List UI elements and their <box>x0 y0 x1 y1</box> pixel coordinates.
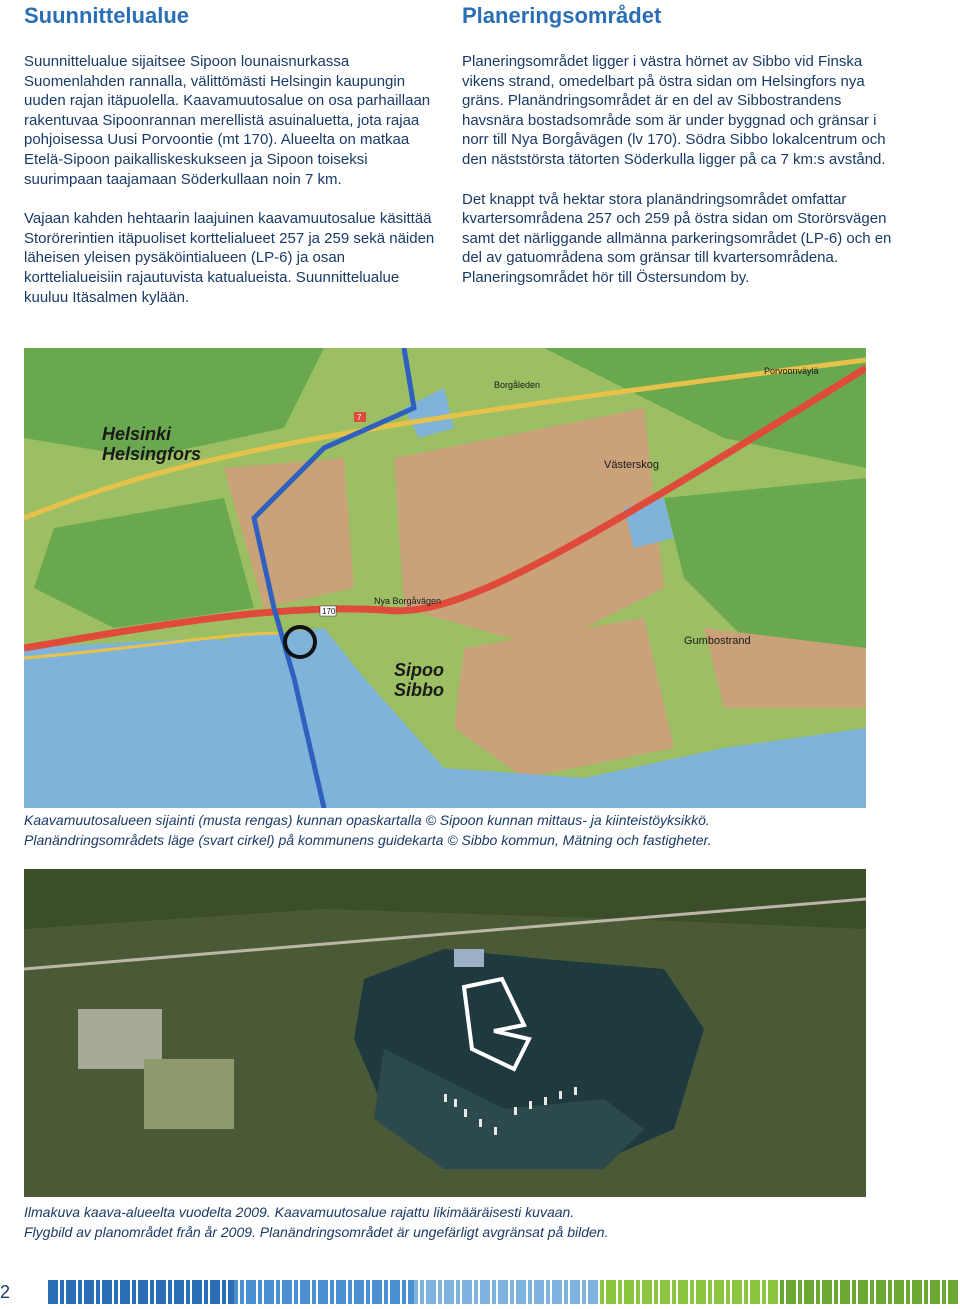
footer-bar-stripe <box>702 1280 706 1304</box>
footer-bar-stripe <box>396 1280 400 1304</box>
footer-bar-stripe <box>276 1280 280 1304</box>
location-map-graphic <box>24 348 866 808</box>
finnish-paragraph-1: Suunnittelualue sijaitsee Sipoon lounaisnurkassa Suomenlahden rannalla, välittömästi Helsingin kaupungin uuden rajan itäpuolella. Kaavamuutosalue on osa parhaillaan rakentuvaa Sipoonrannan merellistä asuinaluetta, jota rajaa pohjoisessa Uusi Porvoontie (mt 170). Alueelta on matkaa Etelä-Sipoon paikalliskeskukseen ja Sipoon toiseksi suurimpaan taajamaan Söderkullaan noin 7 km. <box>24 53 431 188</box>
footer-bar-stripe <box>570 1280 576 1304</box>
footer-bar-stripe <box>738 1280 742 1304</box>
footer-bar-stripe <box>174 1280 180 1304</box>
footer-bar-stripe <box>522 1280 526 1304</box>
footer-bar-stripe <box>582 1280 586 1304</box>
finnish-paragraph-2: Vajaan kahden hehtaarin laajuinen kaavamuutosalue käsittää Storörerintien itäpuoliset korttelialueet 257 ja 259 sekä näiden läheisen yleisen pysäköintialueen (LP-6) ja osan korttelialueisiin rajautuvista katualueista. Suunnittelualue kuuluu Itäsalmen kylään. <box>24 210 435 306</box>
footer-bar-stripe <box>504 1280 508 1304</box>
finnish-column <box>24 0 444 307</box>
footer-bar-stripe <box>666 1280 670 1304</box>
footer-bar-stripe <box>624 1280 630 1304</box>
footer-bar-stripe <box>780 1280 784 1304</box>
footer-bar-stripe <box>96 1280 100 1304</box>
footer-bar-stripe <box>252 1280 256 1304</box>
footer-bar-stripe <box>690 1280 694 1304</box>
footer-bar-stripe <box>234 1280 238 1304</box>
footer-bar-stripe <box>186 1280 190 1304</box>
footer-bar-stripe <box>756 1280 760 1304</box>
footer-bar-stripe <box>936 1280 940 1304</box>
swedish-title: Planeringsområdet <box>462 3 662 28</box>
map-caption-line-2: Planändringsområdets läge (svart cirkel) på kommunens guidekarta © Sibbo kommun, Mätning och fastigheter. <box>24 831 712 848</box>
swedish-paragraph-2: Det knappt två hektar stora planändringsområdet omfattar kvartersområdena 257 och 259 på östra sidan om Storörsvägen samt det närliggande allmänna parkeringsområdet (LP-6) och en del av gatuområdena som gränsar till kvartersområdena. Planeringsområdet hör till Östersundom by. <box>462 190 892 286</box>
footer-bar-stripe <box>852 1280 856 1304</box>
footer-bar-stripe <box>714 1280 720 1304</box>
footer-bar-stripe <box>576 1280 580 1304</box>
footer-bar-stripe <box>768 1280 774 1304</box>
footer-bar-stripe <box>918 1280 922 1304</box>
footer-bar-stripe <box>444 1280 450 1304</box>
page-number: 2 <box>0 1282 11 1302</box>
footer-bar-stripe <box>912 1280 918 1304</box>
footer-bar-stripe <box>708 1280 712 1304</box>
footer-bar-stripe <box>636 1280 640 1304</box>
footer-bar-stripe <box>804 1280 810 1304</box>
footer-bar-stripe <box>324 1280 328 1304</box>
map-road-number: 170 <box>322 607 336 616</box>
footer-bar-stripe <box>270 1280 274 1304</box>
footer-bar-stripe <box>822 1280 828 1304</box>
footer-bar-stripe <box>450 1280 454 1304</box>
footer-bar-stripe <box>810 1280 814 1304</box>
footer-bar-stripe <box>366 1280 370 1304</box>
footer-bar-stripe <box>606 1280 612 1304</box>
footer-bar-stripe <box>48 1280 54 1304</box>
footer-bar-stripe <box>336 1280 342 1304</box>
footer-bar-stripe <box>168 1280 172 1304</box>
footer-bar-stripe <box>462 1280 468 1304</box>
photo-caption <box>24 1203 608 1242</box>
footer-bar-stripe <box>78 1280 82 1304</box>
footer-bar-stripe <box>618 1280 622 1304</box>
footer-bar-stripe <box>642 1280 648 1304</box>
footer-bar-stripe <box>882 1280 886 1304</box>
footer-bar-stripe <box>132 1280 136 1304</box>
footer-bar-stripe <box>510 1280 514 1304</box>
footer-bar-stripe <box>474 1280 478 1304</box>
footer-bar-stripe <box>306 1280 310 1304</box>
footer-bar-stripe <box>402 1280 406 1304</box>
footer-bar-stripe <box>342 1280 346 1304</box>
footer-bar-stripe <box>558 1280 562 1304</box>
footer-bar-stripe <box>846 1280 850 1304</box>
footer-bar-stripe <box>876 1280 882 1304</box>
footer-bar-stripe <box>438 1280 442 1304</box>
map-caption-line-1: Kaavamuutosalueen sijainti (musta rengas) kunnan opaskartalla © Sipoon kunnan mittaus- ja kiinteistöyksikkö. <box>24 812 710 828</box>
map-label-sibbo: Sibbo <box>394 680 444 700</box>
aerial-photo <box>24 869 866 1197</box>
footer-bar-stripe <box>564 1280 568 1304</box>
footer-bar-stripe <box>906 1280 910 1304</box>
footer-bar-stripe <box>678 1280 684 1304</box>
footer-bar-stripe <box>540 1280 544 1304</box>
footer-bar-stripe <box>792 1280 796 1304</box>
footer-bar-stripe <box>354 1280 360 1304</box>
map-road-label-nya-borgavagen: Nya Borgåvägen <box>374 596 442 606</box>
swedish-column <box>462 0 902 288</box>
photo-caption-line-1: Ilmakuva kaava-alueelta vuodelta 2009. Kaavamuutosalue rajattu likimääräisesti kuvaan. <box>24 1204 575 1220</box>
footer-bar-stripe <box>372 1280 378 1304</box>
map-road-7-label: 7 <box>357 413 362 422</box>
footer-bar-stripe <box>240 1280 244 1304</box>
footer-bar-stripe <box>330 1280 334 1304</box>
footer-bar-stripe <box>120 1280 126 1304</box>
footer-bar-stripe <box>654 1280 658 1304</box>
photo-building <box>454 949 484 967</box>
footer-bar-stripe <box>162 1280 166 1304</box>
footer-bar-stripe <box>312 1280 316 1304</box>
footer-bar-stripe <box>588 1280 594 1304</box>
footer-bar-stripe <box>60 1280 64 1304</box>
footer-bar-stripe <box>828 1280 832 1304</box>
footer-bar-stripe <box>954 1280 958 1304</box>
swedish-paragraph-1: Planeringsområdet ligger i västra hörnet av Sibbo vid Finska vikens strand, omedelbart på östra sidan om Helsingfors nya gräns. Planändringsområdet är en del av Sibbostrandens havsnära bostadsområde som är under byggnad och gränsar i norr till Nya Borgåvägen (lv 170). Södra Sibbo lokalcentrum och den näststörsta tätorten Söderkulla ligger på ca 7 km:s avstånd. <box>462 53 886 168</box>
photo-field <box>144 1059 234 1129</box>
footer-bar-stripe <box>348 1280 352 1304</box>
footer-bar-stripe <box>948 1280 954 1304</box>
footer-bar-stripe <box>84 1280 90 1304</box>
footer-bar-stripe <box>930 1280 936 1304</box>
footer-bar-stripe <box>72 1280 76 1304</box>
footer-bar-stripe <box>726 1280 730 1304</box>
aerial-photo-graphic <box>24 869 866 1197</box>
footer-bar-stripe <box>468 1280 472 1304</box>
footer-bar-stripe <box>492 1280 496 1304</box>
map-label-helsinki: Helsinki <box>102 424 172 444</box>
footer-bar-stripe <box>138 1280 144 1304</box>
footer-bar-stripe <box>486 1280 490 1304</box>
footer-bar-stripe <box>894 1280 900 1304</box>
footer-bar-stripe <box>798 1280 802 1304</box>
footer-bar-stripe <box>888 1280 892 1304</box>
footer-bar-stripe <box>432 1280 436 1304</box>
footer-bar-stripe <box>126 1280 130 1304</box>
footer-bar-stripe <box>612 1280 616 1304</box>
footer-bar-stripe <box>390 1280 396 1304</box>
footer-bar-stripe <box>630 1280 634 1304</box>
footer-bar-stripe <box>66 1280 72 1304</box>
finnish-title: Suunnittelualue <box>24 3 189 28</box>
footer-bar-stripe <box>552 1280 558 1304</box>
footer-bar-stripe <box>108 1280 112 1304</box>
footer-bar-stripe <box>660 1280 666 1304</box>
footer-bar-stripe <box>864 1280 868 1304</box>
footer-bar-stripe <box>318 1280 324 1304</box>
footer-bar-stripe <box>258 1280 262 1304</box>
footer-bar-stripe <box>720 1280 724 1304</box>
footer-bar-stripe <box>498 1280 504 1304</box>
footer-bar-stripe <box>516 1280 522 1304</box>
map-road-label-porvoonvayla: Porvoonväylä <box>764 366 819 376</box>
footer-bar-stripe <box>114 1280 118 1304</box>
footer-bar-stripe <box>360 1280 364 1304</box>
footer-bar-stripe <box>858 1280 864 1304</box>
footer-bar-stripe <box>198 1280 202 1304</box>
footer-bar-stripe <box>204 1280 208 1304</box>
footer-bar-stripe <box>786 1280 792 1304</box>
footer-bar-stripe <box>414 1280 418 1304</box>
footer-bar-stripe <box>420 1280 424 1304</box>
footer-bar-stripe <box>288 1280 292 1304</box>
footer-bar-stripe <box>54 1280 58 1304</box>
footer-bar-stripe <box>90 1280 94 1304</box>
footer-bar-stripe <box>294 1280 298 1304</box>
map-label-sipoo: Sipoo <box>394 660 444 680</box>
footer-bar-stripe <box>594 1280 598 1304</box>
footer-bar-stripe <box>222 1280 226 1304</box>
footer-bar-stripe <box>924 1280 928 1304</box>
footer-bar-stripe <box>426 1280 432 1304</box>
footer-bar-stripe <box>600 1280 604 1304</box>
footer-bar-stripe <box>762 1280 766 1304</box>
footer-bar-stripe <box>150 1280 154 1304</box>
footer-bar-stripe <box>102 1280 108 1304</box>
location-map <box>24 348 866 808</box>
footer-bar-stripe <box>744 1280 748 1304</box>
footer-bar-stripe <box>816 1280 820 1304</box>
footer-bar-stripe <box>684 1280 688 1304</box>
footer-bar-stripe <box>378 1280 382 1304</box>
footer-bar-stripe <box>144 1280 148 1304</box>
footer-bar-stripe <box>384 1280 388 1304</box>
map-place-gumbostrand: Gumbostrand <box>684 635 751 647</box>
footer-color-bar <box>48 1280 960 1304</box>
footer-bar-stripe <box>672 1280 676 1304</box>
map-caption <box>24 811 712 850</box>
footer-bar-stripe <box>750 1280 756 1304</box>
footer-bar-stripe <box>840 1280 846 1304</box>
footer-bar-stripe <box>456 1280 460 1304</box>
footer-bar-stripe <box>480 1280 486 1304</box>
footer-bar-stripe <box>546 1280 550 1304</box>
footer-bar-stripe <box>528 1280 532 1304</box>
map-label-helsingfors: Helsingfors <box>102 444 202 464</box>
footer-bar-stripe <box>192 1280 198 1304</box>
footer-bar-stripe <box>210 1280 216 1304</box>
map-road-label-borgaleden: Borgåleden <box>494 380 541 390</box>
footer-bar-stripe <box>834 1280 838 1304</box>
footer-bar-stripe <box>408 1280 414 1304</box>
footer-bar-stripe <box>264 1280 270 1304</box>
footer-bar-stripe <box>870 1280 874 1304</box>
footer-bar-stripe <box>774 1280 778 1304</box>
footer-bar-stripe <box>156 1280 162 1304</box>
photo-caption-line-2: Flygbild av planområdet från år 2009. Planändringsområdet är ungefärligt avgränsat på bilden. <box>24 1223 609 1240</box>
footer-bar-stripe <box>216 1280 220 1304</box>
footer-bar-stripe <box>228 1280 234 1304</box>
footer-bar-stripe <box>534 1280 540 1304</box>
footer-bar-stripe <box>180 1280 184 1304</box>
footer-bar-stripe <box>942 1280 946 1304</box>
footer-bar-stripe <box>732 1280 738 1304</box>
footer-bar-stripe <box>648 1280 652 1304</box>
footer-bar-stripe <box>246 1280 252 1304</box>
map-place-vasterskog: Västerskog <box>604 459 660 471</box>
footer-bar-stripe <box>282 1280 288 1304</box>
footer-bar-stripe <box>300 1280 306 1304</box>
footer-bar-stripe <box>900 1280 904 1304</box>
footer-bar-stripe <box>696 1280 702 1304</box>
